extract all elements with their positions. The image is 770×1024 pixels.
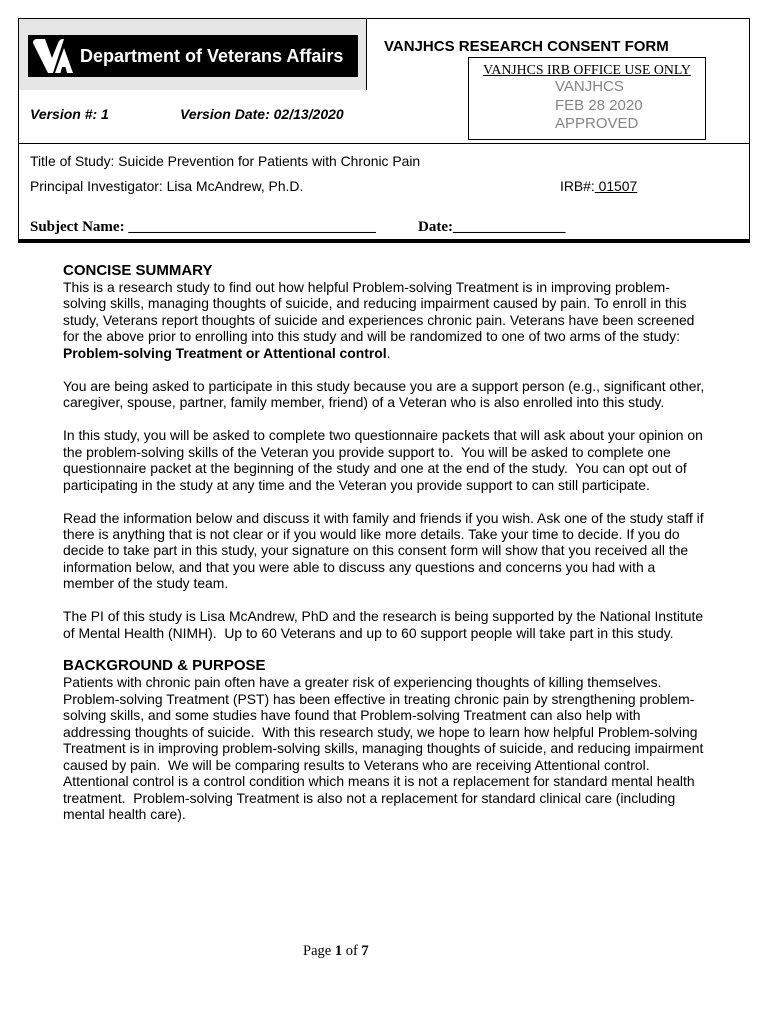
version-date: Version Date: 02/13/2020 (180, 106, 344, 122)
decision-paragraph (63, 510, 733, 592)
va-logo-banner (28, 35, 358, 77)
text-line: study, Veterans report thoughts of suicide and experiences chronic pain. Veterans have been screened (63, 311, 695, 328)
stamp-status: APPROVED (555, 115, 639, 132)
text-line: Read the information below and discuss it with family and friends if you wish. Ask one of the study staff if (63, 509, 704, 526)
study-title: Title of Study: Suicide Prevention for Patients with Chronic Pain (30, 153, 421, 169)
irb-number (560, 177, 637, 195)
funding-paragraph (63, 608, 733, 641)
background-paragraph (63, 674, 733, 822)
text-line: You are being asked to participate in this study because you are a support person (e.g., significant other, (63, 377, 705, 394)
text-line: treatment. Problem-solving Treatment is also not a replacement for standard clinical care (including (63, 789, 676, 806)
text-line: caused by pain. We will be comparing results to Veterans who are receiving Attentional control. (63, 756, 650, 773)
sentence-end: . (386, 344, 391, 361)
stamp-heading: VANJHCS IRB OFFICE USE ONLY (483, 62, 691, 77)
text-line (63, 345, 733, 361)
date-field: Date:_______________ (418, 219, 566, 235)
text-line: This is a research study to find out how helpful Problem-solving Treatment is in improving problem- (63, 278, 670, 295)
consent-body (63, 263, 733, 823)
text-line: for the above prior to enrolling into this study and will be randomized to one of two arms of the study: (63, 328, 680, 345)
irb-number-value: 01507 (594, 178, 638, 194)
form-title: VANJHCS RESEARCH CONSENT FORM (384, 38, 669, 55)
page-number: 1 (334, 943, 343, 959)
irb-approval-stamp (468, 57, 706, 140)
form-header (18, 18, 750, 243)
text-line: Attentional control is a control condition which means it is not a replacement for standard mental health (63, 773, 695, 790)
procedure-paragraph (63, 427, 733, 493)
va-emblem-icon (32, 38, 74, 74)
summary-intro-paragraph (63, 279, 733, 361)
page-label: Page (303, 943, 332, 959)
study-arms-emphasis: Problem-solving Treatment or Attentional control (63, 344, 387, 361)
subject-name-field: Subject Name: _________________________________ (30, 219, 376, 235)
text-line: Treatment is in improving problem-solving skills, managing thoughts of suicide, and reducing impairment (63, 740, 704, 757)
text-line: of Mental Health (NIMH). Up to 60 Veterans and up to 60 support people will take part in this study. (63, 624, 674, 641)
participation-paragraph (63, 378, 733, 411)
header-divider (19, 143, 749, 144)
text-line: In this study, you will be asked to complete two questionnaire packets that will ask about your opinion on (63, 427, 703, 444)
text-line: decide to take part in this study, your signature on this consent form will show that you received all the (63, 542, 689, 559)
text-line: there is anything that is not clear or if you would like more details. Take your time to decide. If you do (63, 526, 680, 542)
version-number: Version #: 1 (30, 106, 109, 122)
text-line: Problem-solving Treatment (PST) has been effective in treating chronic pain by strengthening problem- (63, 690, 695, 707)
page-footer (303, 942, 369, 960)
text-line: Patients with chronic pain often have a greater risk of experiencing thoughts of killing themselves. (63, 674, 662, 691)
concise-summary-heading: CONCISE SUMMARY (63, 261, 213, 279)
stamp-content (555, 78, 643, 134)
text-line: participating in the study at any time and the Veteran you provide support to can still participate. (63, 476, 650, 493)
stamp-date: FEB 28 2020 (555, 96, 643, 114)
text-line: the problem-solving skills of the Veteran you provide support to. You will be asked to complete one (63, 443, 671, 460)
text-line: addressing thoughts of suicide. With this research study, we hope to learn how helpful Problem-solving (63, 723, 698, 740)
text-line: The PI of this study is Lisa McAndrew, PhD and the research is being supported by the National Institute (63, 608, 704, 625)
text-line: solving skills, and some studies have found that Problem-solving Treatment can also help with (63, 707, 641, 724)
text-line: questionnaire packet at the beginning of the study and one at the end of the study. You can opt out of (63, 460, 687, 477)
text-line: caregiver, spouse, partner, family member, friend) of a Veteran who is also enrolled into this study. (63, 394, 665, 411)
page-total: 7 (361, 943, 369, 959)
text-line: mental health care). (63, 805, 186, 822)
background-purpose-heading: BACKGROUND & PURPOSE (63, 656, 266, 674)
text-line: member of the study team. (63, 575, 229, 592)
irb-label: IRB#: (560, 178, 595, 194)
of-label: of (345, 943, 358, 959)
agency-name: Department of Veterans Affairs (80, 45, 344, 66)
text-line: solving skills, managing thoughts of suicide, and reducing impairment caused by pain. To enroll in this (63, 295, 687, 312)
agency-logo-cell (19, 19, 367, 90)
principal-investigator: Principal Investigator: Lisa McAndrew, Ph.D. (30, 178, 304, 194)
stamp-office: VANJHCS (555, 78, 624, 95)
text-line: information below, and that you were able to discuss any questions and concerns you had with a (63, 558, 656, 575)
